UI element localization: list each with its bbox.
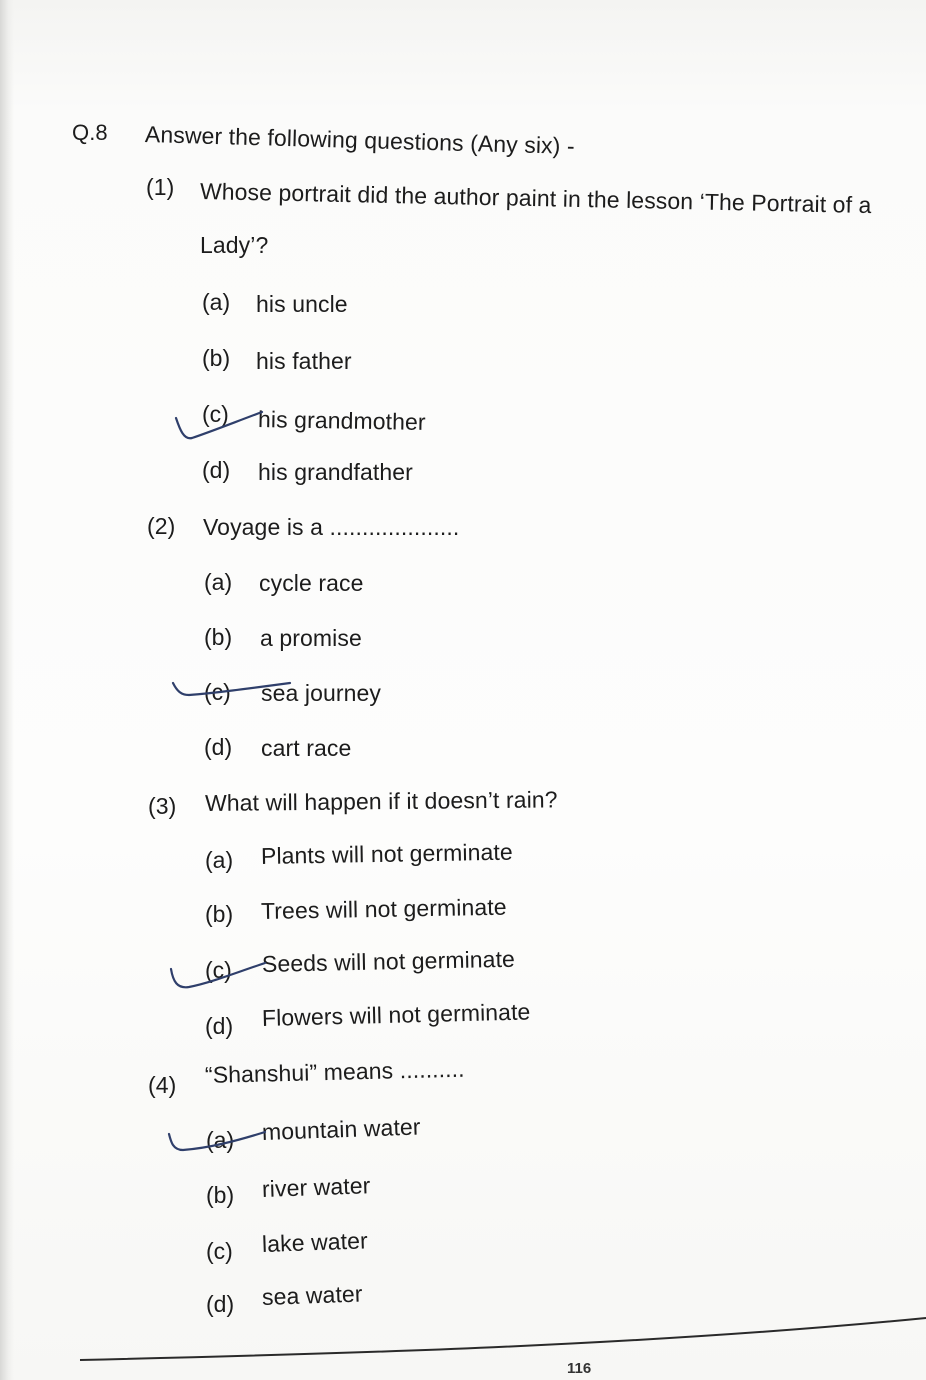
item-4-option-c-label: (c) — [206, 1238, 233, 1264]
item-2-option-b-label: (b) — [204, 624, 233, 650]
item-3-option-d-label: (d) — [205, 1013, 234, 1039]
page-number: 116 — [567, 1360, 592, 1377]
item-1-question-line2: Lady’? — [200, 232, 269, 258]
item-1-number: (1) — [146, 174, 175, 200]
page-bottom-border — [40, 1320, 926, 1360]
answer-tick-mark-item-2 — [165, 675, 295, 715]
item-1-option-a-text: his uncle — [256, 291, 348, 317]
item-2-option-b-text: a promise — [260, 625, 362, 651]
item-4-option-a-label: (a) — [206, 1127, 235, 1153]
item-1-option-c-text: his grandmother — [257, 406, 426, 435]
question-instruction: Answer the following questions (Any six) - — [144, 121, 576, 159]
question-number: Q.8 — [72, 120, 108, 145]
item-2-number: (2) — [147, 513, 176, 539]
item-1-question-line1: Whose portrait did the author paint in the lesson ‘The Portrait of a — [199, 178, 872, 219]
item-3-option-c-text: Seeds will not germinate — [261, 945, 516, 977]
item-3-option-a-text: Plants will not germinate — [260, 838, 513, 869]
item-3-option-d-text: Flowers will not germinate — [261, 998, 531, 1031]
item-2-option-d-text: cart race — [261, 735, 352, 761]
item-3-option-a-label: (a) — [205, 847, 234, 873]
item-2-option-d-label: (d) — [204, 734, 233, 760]
answer-tick-mark-item-3 — [165, 955, 275, 1005]
item-1-option-a-label: (a) — [202, 289, 231, 315]
page-edge-shadow — [0, 0, 14, 1380]
item-2-option-a-text: cycle race — [259, 570, 364, 596]
item-1-option-d-text: his grandfather — [258, 459, 413, 485]
item-4-option-b-label: (b) — [206, 1182, 235, 1208]
item-2-option-c-text: sea journey — [261, 680, 382, 706]
item-1-option-c-label: (c) — [202, 401, 229, 427]
answer-tick-mark-item-4 — [163, 1122, 273, 1162]
item-4-option-a-text: mountain water — [261, 1113, 421, 1145]
answer-tick-mark-item-1 — [170, 400, 270, 450]
item-3-question-line1: What will happen if it doesn’t rain? — [204, 786, 558, 816]
item-2-question-line1: Voyage is a .................... — [203, 514, 460, 540]
item-3-option-c-label: (c) — [205, 957, 232, 983]
item-3-option-b-text: Trees will not germinate — [260, 893, 507, 924]
item-4-option-d-label: (d) — [206, 1291, 235, 1317]
item-4-question-line1: “Shanshui” means .......... — [204, 1055, 465, 1088]
item-3-option-b-label: (b) — [205, 901, 234, 927]
item-1-option-b-text: his father — [256, 348, 352, 374]
item-1-option-b-label: (b) — [202, 345, 231, 371]
item-2-option-a-label: (a) — [204, 569, 233, 595]
item-3-number: (3) — [148, 793, 177, 819]
item-2-option-c-label: (c) — [204, 679, 231, 705]
item-4-option-b-text: river water — [261, 1172, 371, 1202]
item-1-option-d-label: (d) — [202, 457, 231, 483]
item-4-option-d-text: sea water — [261, 1280, 363, 1310]
item-4-option-c-text: lake water — [261, 1227, 369, 1257]
item-4-number: (4) — [148, 1072, 177, 1098]
